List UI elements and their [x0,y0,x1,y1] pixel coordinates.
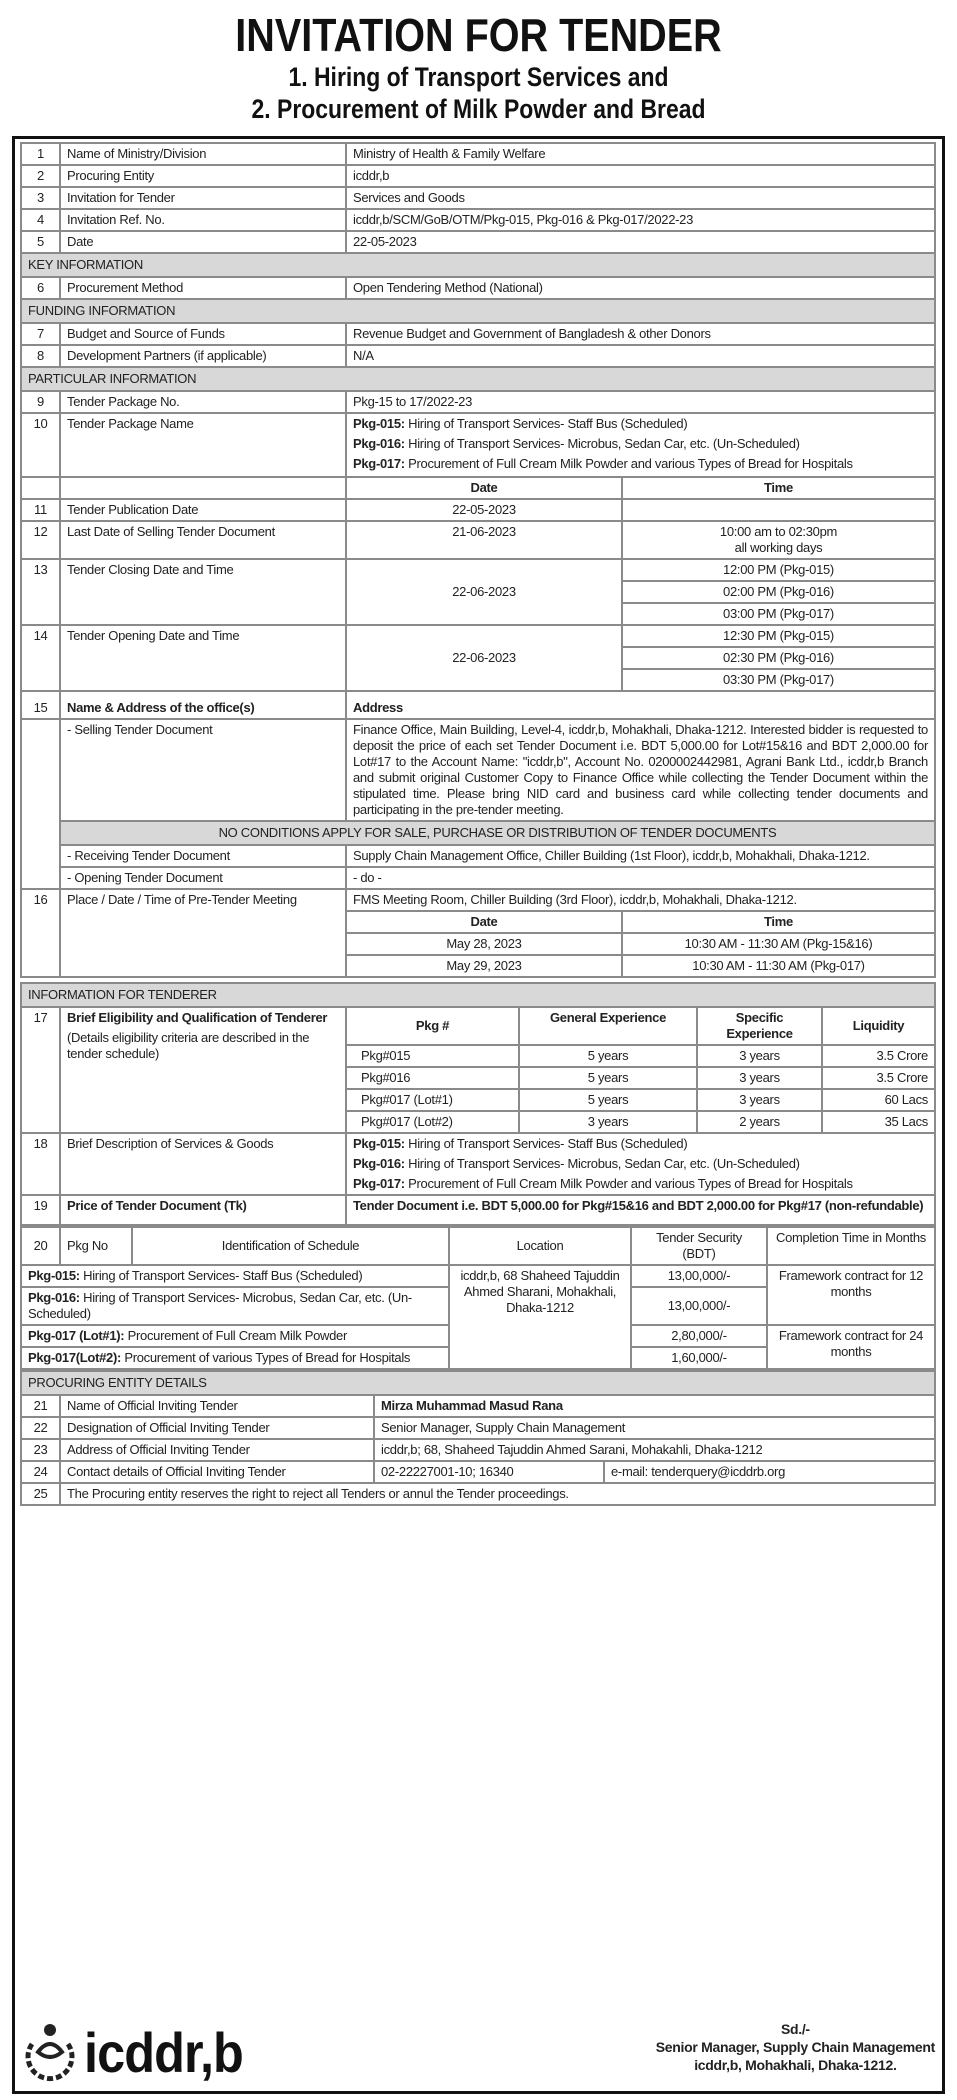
text-row20-items-2-security: 2,80,000/- [631,1325,767,1347]
text-row17-n: 17 [21,1007,60,1133]
text-row13-label: Tender Closing Date and Time [60,559,346,625]
row-7 [21,323,935,345]
row-23 [21,1439,935,1461]
cell [60,477,346,499]
text-row16-meetings-0-date: May 28, 2023 [347,933,622,955]
text-row25-n: 25 [21,1483,60,1505]
text-row7-n: 7 [21,323,60,345]
text-row12-time2: all working days [734,540,823,555]
text-row20-columns-1: Identification of Schedule [132,1227,449,1265]
row-20-header [21,1227,935,1265]
text-row11-n: 11 [21,499,60,521]
row-19 [21,1195,935,1225]
text-row12-time1: 10:00 am to 02:30pm [719,524,838,539]
subtitle-2: 2. Procurement of Milk Powder and Bread [251,94,706,124]
text-row14-n: 14 [21,625,60,691]
schedule-table [20,1226,936,1370]
text-packages-0-desc: Hiring of Transport Services- Staff Bus (Scheduled) [408,1136,688,1151]
text-rows-top-0-label: Name of Ministry/Division [60,143,346,165]
text-row19-label: Price of Tender Document (Tk) [60,1195,346,1225]
text-row17-columns-0: Pkg # [347,1008,519,1045]
text-row20-items-2-code: Pkg-017 (Lot#1): [28,1328,125,1343]
row-15 [21,691,935,719]
text-row12-date: 21-06-2023 [347,522,622,558]
text-rows-top-2-value: Services and Goods [346,187,935,209]
text-row14-times-2: 03:30 PM (Pkg-017) [622,669,934,690]
text-row13-times-1: 02:00 PM (Pkg-016) [622,581,934,603]
text-row9-label: Tender Package No. [60,391,346,413]
text-rows-top-1-label: Procuring Entity [60,165,346,187]
text-row12-label: Last Date of Selling Tender Document [60,521,346,559]
text-row20-location: icddr,b, 68 Shaheed Tajuddin Ahmed Sharani, Mohakhali, Dhaka-1212 [449,1265,631,1369]
text-row15-n: 15 [21,691,60,719]
cell [346,521,935,559]
text-packages-2-desc: Procurement of Full Cream Milk Powder and various Types of Bread for Hospitals [408,1176,853,1191]
text-entity-0-label: Name of Official Inviting Tender [60,1395,374,1417]
text-row15-opening-label: - Opening Tender Document [60,867,346,889]
subtitle-1: 1. Hiring of Transport Services and [288,62,669,92]
text-packages-2-code: Pkg-017: [353,1176,405,1191]
cell [346,889,935,977]
cell [353,416,928,432]
text-row14-times-0: 12:30 PM (Pkg-015) [622,626,934,647]
cell [346,477,935,499]
text-rows-top-3-value: icddr,b/SCM/GoB/OTM/Pkg-015, Pkg-016 & Pkg-017/2022-23 [346,209,935,231]
text-row18-n: 18 [21,1133,60,1195]
text-packages-0-code: Pkg-015: [353,1136,405,1151]
text-row13-times-2: 03:00 PM (Pkg-017) [622,603,934,624]
text-row20-items-2-desc: Procurement of Full Cream Milk Powder [127,1328,348,1343]
cell [346,1007,935,1133]
text-row17-rows-1-0: Pkg#016 [347,1067,519,1089]
row-3 [21,187,935,209]
text-entity-2-value: icddr,b; 68, Shaheed Tajuddin Ahmed Sarani, Mohakahli, Dhaka-1212 [374,1439,935,1461]
text-row17-rows-0-2: 3 years [697,1045,822,1067]
text-row20-items-0-desc: Hiring of Transport Services- Staff Bus (Scheduled) [83,1268,363,1283]
text-row11-label: Tender Publication Date [60,499,346,521]
text-row20-columns-4: Completion Time in Months [767,1227,935,1265]
section-key-information [21,253,935,277]
text-row17-rows-2-0: Pkg#017 (Lot#1) [347,1089,519,1111]
text-rows-top-1-value: icddr,b [346,165,935,187]
text-rows-top-0-n: 1 [21,143,60,165]
cell [21,1325,449,1347]
text-packages-2-code: Pkg-017: [353,456,405,471]
cell [353,1156,928,1172]
text-sections-funding: FUNDING INFORMATION [21,299,935,323]
text-row17-rows-1-1: 5 years [519,1067,697,1089]
text-sections-tenderer: INFORMATION FOR TENDERER [21,983,935,1007]
cell [346,559,935,625]
text-dt-header-time: Time [622,478,934,498]
text-row13-times-0: 12:00 PM (Pkg-015) [622,560,934,581]
logo-icon [22,2022,78,2084]
text-row9-n: 9 [21,391,60,413]
text-rows-top-4-label: Date [60,231,346,253]
text-row10-n: 10 [21,413,60,477]
text-row12-n: 12 [21,521,60,559]
text-rows-top-2-n: 3 [21,187,60,209]
text-row17-rows-3-3: 35 Lacs [822,1111,934,1132]
tender-table [20,142,936,1506]
cell [60,1007,346,1133]
text-footer-designation: Senior Manager, Supply Chain Management [655,2039,935,2055]
text-row20-items-3-security: 1,60,000/- [631,1347,767,1369]
text-packages-2-desc: Procurement of Full Cream Milk Powder and various Types of Bread for Hospitals [408,456,853,471]
text-rows-top-3-n: 4 [21,209,60,231]
text-row17-rows-2-3: 60 Lacs [822,1089,934,1111]
cell [353,1176,928,1192]
text-sections-entity: PROCURING ENTITY DETAILS [21,1371,935,1395]
row-5 [21,231,935,253]
text-entity-1-label: Designation of Official Inviting Tender [60,1417,374,1439]
text-footer-address: icddr,b, Mohakhali, Dhaka-1212. [694,2057,897,2073]
text-row14-times-1: 02:30 PM (Pkg-016) [622,647,934,669]
row-11 [21,499,935,521]
row-22 [21,1417,935,1439]
text-row17-rows-0-3: 3.5 Crore [822,1045,934,1067]
row-12 [21,521,935,559]
row-6 [21,277,935,299]
text-packages-1-desc: Hiring of Transport Services- Microbus, Sedan Car, etc. (Un-Scheduled) [408,1156,800,1171]
text-row16-place: FMS Meeting Room, Chiller Building (3rd Floor), icddr,b, Mohakhali, Dhaka-1212. [347,890,934,911]
page-title: INVITATION FOR TENDER [235,9,722,61]
text-row20-columns-0: Pkg No [60,1227,132,1265]
cell [346,625,935,691]
text-row17-rows-3-1: 3 years [519,1111,697,1132]
text-row17-rows-2-1: 5 years [519,1089,697,1111]
text-row10-label: Tender Package Name [60,413,346,477]
text-packages-1-code: Pkg-016: [353,436,405,451]
text-dt-header-date: Date [347,911,622,933]
email-link[interactable]: e-mail: tenderquery@icddrb.org [604,1461,935,1483]
text-row6-value: Open Tendering Method (National) [346,277,935,299]
text-packages-0-desc: Hiring of Transport Services- Staff Bus (Scheduled) [408,416,688,431]
text-row15-opening-value: - do - [346,867,935,889]
schedule-row [21,1265,935,1287]
text-rows-top-4-value: 22-05-2023 [346,231,935,253]
text-row15-selling-label: - Selling Tender Document [60,719,346,821]
text-packages-1-desc: Hiring of Transport Services- Microbus, Sedan Car, etc. (Un-Scheduled) [408,436,800,451]
row-14 [21,625,935,691]
section-particular [21,367,935,391]
text-row19-n: 19 [21,1195,60,1225]
row-4 [21,209,935,231]
text-row24-phone: 02-22227001-10; 16340 [374,1461,604,1483]
text-packages-1-code: Pkg-016: [353,1156,405,1171]
text-row17-columns-1: General Experience [519,1008,697,1045]
section-tenderer [21,983,935,1007]
text-row20-items-1-desc: Hiring of Transport Services- Microbus, Sedan Car, etc. (Un-Scheduled) [28,1290,412,1321]
text-row25-value: The Procuring entity reserves the right to reject all Tenders or annul the Tender proceedings. [60,1483,935,1505]
text-row17-label: Brief Eligibility and Qualification of Tenderer [67,1010,328,1025]
text-row13-date: 22-06-2023 [347,560,622,624]
eligibility-row [347,1089,934,1111]
signature-block [656,2020,935,2074]
cell [622,500,934,520]
text-row20-columns-2: Location [449,1227,631,1265]
eligibility-row [347,1067,934,1089]
text-packages-0-code: Pkg-015: [353,416,405,431]
text-row15-receiving-value: Supply Chain Management Office, Chiller Building (1st Floor), icddr,b, Mohakhali, Dhaka-1212. [346,845,935,867]
text-row7-value: Revenue Budget and Government of Bangladesh & other Donors [346,323,935,345]
text-row8-value: N/A [346,345,935,367]
text-row20-items-1-security: 13,00,000/- [631,1287,767,1325]
row-10 [21,413,935,477]
row-8 [21,345,935,367]
text-sections-key: KEY INFORMATION [21,253,935,277]
cell [21,1287,449,1325]
text-row11-date: 22-05-2023 [347,500,622,520]
text-row15-no-conditions: NO CONDITIONS APPLY FOR SALE, PURCHASE OR DISTRIBUTION OF TENDER DOCUMENTS [60,821,935,845]
text-row24-label: Contact details of Official Inviting Tender [60,1461,374,1483]
text-row17-columns-3: Liquidity [822,1008,934,1045]
cell [346,413,935,477]
text-rows-top-4-n: 5 [21,231,60,253]
text-row17-rows-1-3: 3.5 Crore [822,1067,934,1089]
receiving-row [21,845,935,867]
text-row17-rows-3-2: 2 years [697,1111,822,1132]
text-entity-0-n: 21 [21,1395,60,1417]
text-row17-rows-2-2: 3 years [697,1089,822,1111]
text-row20-completion-1: Framework contract for 24 months [767,1325,935,1369]
text-rows-top-1-n: 2 [21,165,60,187]
text-row17-note: (Details eligibility criteria are described in the tender schedule) [67,1030,310,1061]
section-entity [21,1371,935,1395]
selling-row [21,719,935,821]
row-21 [21,1395,935,1417]
text-row17-rows-3-0: Pkg#017 (Lot#2) [347,1111,519,1132]
text-row8-n: 8 [21,345,60,367]
eligibility-row [347,1045,934,1067]
text-row20-columns-3: Tender Security (BDT) [631,1227,767,1265]
text-row15-receiving-label: - Receiving Tender Document [60,845,346,867]
row-13 [21,559,935,625]
row-9 [21,391,935,413]
cell [21,1265,449,1287]
text-row15-selling-value: Finance Office, Main Building, Level-4, icddr,b, Mohakhali, Dhaka-1212. Interested bidder is requested to deposit the price of each set Tender Document i.e. BDT 5,000.00 for Lot#15&16 and BDT 2,000.00 for Lot#17 to the Account Name: "icddr,b", Account No. 0200002442981, Agrani Bank Ltd., icddr,b Branch and submit original Customer Copy to Finance Office while collecting the Tender Document within the stipulated time. Please bring NID card and business card while collecting tender documents and participating in the pre-tender meeting. [346,719,935,821]
date-time-header [21,477,935,499]
text-footer-logo-text: icddr,b [84,2021,243,2084]
text-row16-meetings-1-date: May 29, 2023 [347,955,622,976]
text-row6-label: Procurement Method [60,277,346,299]
icddrb-logo [22,2020,261,2085]
row-2 [21,165,935,187]
row-18 [21,1133,935,1195]
cell [353,456,928,472]
text-row9-value: Pkg-15 to 17/2022-23 [346,391,935,413]
cell [346,499,935,521]
no-conditions-banner [21,821,935,845]
text-row20-n: 20 [21,1227,60,1265]
cell [21,1347,449,1369]
entity-table [20,1370,936,1506]
text-row20-items-0-code: Pkg-015: [28,1268,80,1283]
text-row18-label: Brief Description of Services & Goods [60,1133,346,1195]
text-row14-date: 22-06-2023 [347,626,622,690]
text-row6-n: 6 [21,277,60,299]
row-25 [21,1483,935,1505]
text-row20-items-1-code: Pkg-016: [28,1290,80,1305]
row-24 [21,1461,935,1483]
text-row16-label: Place / Date / Time of Pre-Tender Meeting [60,889,346,977]
cell [21,719,60,889]
text-row16-meetings-0-time: 10:30 AM - 11:30 AM (Pkg-15&16) [622,933,934,955]
text-row16-n: 16 [21,889,60,977]
text-entity-2-label: Address of Official Inviting Tender [60,1439,374,1461]
text-row20-completion-0: Framework contract for 12 months [767,1265,935,1325]
text-sections-particular: PARTICULAR INFORMATION [21,367,935,391]
text-row20-items-0-security: 13,00,000/- [631,1265,767,1287]
text-row17-rows-0-0: Pkg#015 [347,1045,519,1067]
text-row24-n: 24 [21,1461,60,1483]
text-row15-value: Address [346,691,935,719]
text-row15-label: Name & Address of the office(s) [60,691,346,719]
text-rows-top-2-label: Invitation for Tender [60,187,346,209]
text-rows-top-0-value: Ministry of Health & Family Welfare [346,143,935,165]
row-1 [21,143,935,165]
text-entity-2-n: 23 [21,1439,60,1461]
cell [21,477,60,499]
text-row7-label: Budget and Source of Funds [60,323,346,345]
text-row17-columns-2: Specific Experience [697,1008,822,1045]
row-17 [21,1007,935,1133]
row-16 [21,889,935,977]
text-row19-value: Tender Document i.e. BDT 5,000.00 for Pkg#15&16 and BDT 2,000.00 for Pkg#17 (non-refundable) [346,1195,935,1225]
text-row17-rows-0-1: 5 years [519,1045,697,1067]
cell [353,1136,928,1152]
cell [353,436,928,452]
text-row13-n: 13 [21,559,60,625]
text-entity-1-n: 22 [21,1417,60,1439]
text-entity-1-value: Senior Manager, Supply Chain Management [374,1417,935,1439]
text-row20-items-3-code: Pkg-017(Lot#2): [28,1350,122,1365]
text-row8-label: Development Partners (if applicable) [60,345,346,367]
text-row20-items-3-desc: Procurement of various Types of Bread for Hospitals [124,1350,411,1365]
text-row16-meetings-1-time: 10:30 AM - 11:30 AM (Pkg-017) [622,955,934,976]
text-dt-header-time: Time [622,911,934,933]
eligibility-row [347,1111,934,1132]
text-dt-header-date: Date [347,478,622,498]
section-funding [21,299,935,323]
text-entity-0-value: Mirza Muhammad Masud Rana [374,1395,935,1417]
text-footer-sd: Sd./- [780,2021,810,2037]
text-row17-rows-1-2: 3 years [697,1067,822,1089]
text-row14-label: Tender Opening Date and Time [60,625,346,691]
opening-row [21,867,935,889]
text-rows-top-3-label: Invitation Ref. No. [60,209,346,231]
cell [346,1133,935,1195]
cell [622,522,934,558]
